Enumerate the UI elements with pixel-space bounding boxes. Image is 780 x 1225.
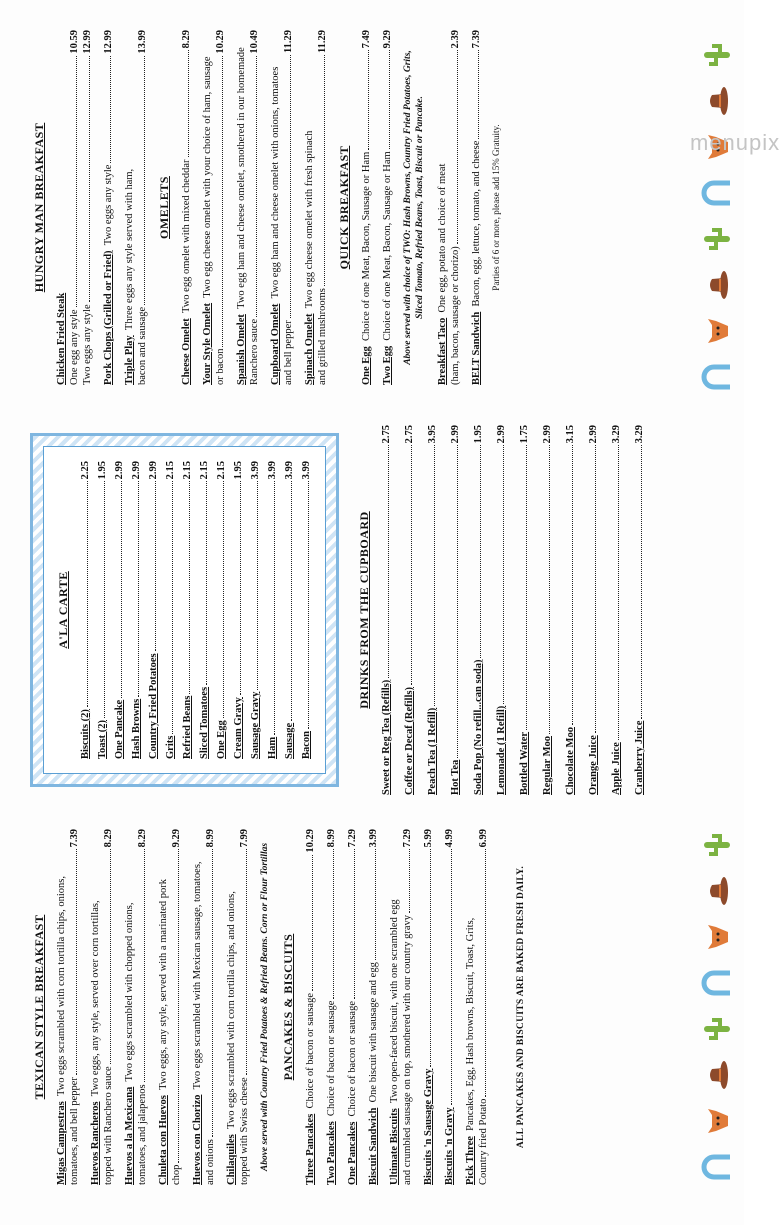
cowboy-hat-icon <box>710 1061 728 1089</box>
cactus-icon <box>704 230 730 248</box>
menu-item <box>304 829 317 1185</box>
item-desc: Ranchero sauce <box>249 318 260 385</box>
item-desc: Pancakes, Egg, Hash browns, Biscuit, Toast, Grits, <box>465 917 476 1131</box>
alacarte-title: A'LA CARTE <box>56 571 70 649</box>
item-desc: and grilled mushrooms <box>317 288 328 385</box>
menu-item <box>470 30 483 385</box>
item-name: Huevos Rancheros <box>90 1101 101 1185</box>
item-name: One Egg <box>361 346 372 385</box>
menu-item <box>422 829 435 1185</box>
pancakes-footer: ALL PANCAKES AND BISCUITS ARE BAKED FRESH DAILY. <box>516 865 526 1149</box>
horseshoe-icon <box>704 1157 730 1177</box>
item-name: Grits <box>165 735 176 759</box>
item-name: Soda Pop (No refill...can soda) <box>473 659 484 795</box>
item-desc: tomatoes, and bell pepper <box>69 1077 80 1185</box>
item-price: 2.99 <box>496 425 507 444</box>
item-price: 1.95 <box>97 461 108 480</box>
item-price: 2.15 <box>182 461 193 480</box>
item-name: Cheese Omelet <box>181 318 192 385</box>
item-name: Spanish Omelet <box>236 314 247 385</box>
item-desc: Two egg ham and cheese omelet, smothered in our homemade <box>236 47 247 309</box>
item-desc: Two egg cheese omelet with your choice of ham, sausage <box>202 56 213 298</box>
menu-item <box>266 461 279 759</box>
item-desc: Two egg omelet with mixed cheddar <box>181 159 192 313</box>
item-price: 4.99 <box>444 829 455 848</box>
item-name: Your Style Omelet <box>202 302 213 385</box>
item-desc: One egg any style <box>69 309 80 385</box>
menu-item <box>130 461 143 759</box>
menu-item <box>541 425 554 795</box>
item-price: 3.99 <box>368 829 379 848</box>
texican-title: TEXICAN STYLE BREAKFAST <box>32 914 46 1100</box>
menu-item <box>300 461 313 759</box>
item-price: 2.75 <box>381 425 392 444</box>
item-desc: Two egg ham and cheese omelet with onions, tomatoes <box>270 66 281 299</box>
menu-item <box>102 30 115 385</box>
middle-panel <box>0 405 744 815</box>
item-desc: topped with Swiss cheese <box>239 1077 250 1185</box>
menu-item <box>426 425 439 795</box>
item-price: 7.39 <box>471 30 482 49</box>
item-name: Chuleta con Huevos <box>158 1095 169 1185</box>
item-name: One Pancakes <box>347 1121 358 1185</box>
menu-item <box>269 30 295 385</box>
item-price: 9.29 <box>382 30 393 49</box>
menu-item <box>89 829 115 1185</box>
item-desc: or bacon <box>215 348 226 385</box>
menu-item <box>249 461 262 759</box>
item-price: 8.99 <box>326 829 337 848</box>
item-name: Huevos a la Mexicana <box>124 1086 135 1185</box>
item-name: Orange Juice <box>588 735 599 795</box>
quick-note-line: Sliced Tomato, Refried Beans, Toast, Biscuit or Pancake. <box>415 96 425 319</box>
item-name: Ham <box>267 736 278 759</box>
menu-item <box>55 829 81 1185</box>
menu-item <box>518 425 531 795</box>
item-price: 8.29 <box>137 829 148 848</box>
menu-item <box>436 30 462 385</box>
item-name: Pork Chops (Grilled or Fried) <box>103 250 114 385</box>
item-desc: Two eggs scrambled with corn tortilla chips, onions, <box>56 876 67 1097</box>
item-price: 3.29 <box>611 425 622 444</box>
item-price: 2.99 <box>450 425 461 444</box>
menu-item <box>633 425 646 795</box>
menu-item <box>587 425 600 795</box>
item-name: Country Fried Potatoes <box>148 653 159 759</box>
menu-item <box>113 461 126 759</box>
item-desc: Two eggs scrambled with corn tortilla chips, and onions, <box>226 891 237 1129</box>
menu-item <box>388 829 414 1185</box>
menu-item <box>232 461 245 759</box>
right-panel <box>0 0 744 405</box>
horseshoe-icon <box>704 973 730 993</box>
item-desc: Two eggs scrambled with Mexican sausage, tomatoes, <box>192 861 203 1090</box>
menu-item <box>564 425 577 795</box>
cactus-icon <box>704 46 730 64</box>
item-name: Pick Three <box>465 1136 476 1185</box>
menu-item <box>96 461 109 759</box>
item-name: Biscuits 'n Sausage Gravy <box>423 1068 434 1185</box>
menu-item <box>303 30 329 385</box>
horseshoe-icon <box>704 183 730 203</box>
menu-item <box>215 461 228 759</box>
item-price: 2.15 <box>165 461 176 480</box>
item-price: 3.99 <box>250 461 261 480</box>
icon-row-left <box>698 825 734 1185</box>
item-price: 7.29 <box>347 829 358 848</box>
item-name: Lemonade (1 Refill) <box>496 705 507 795</box>
item-name: Sausage Gravy <box>250 691 261 759</box>
item-price: 12.99 <box>82 30 93 54</box>
item-price: 7.39 <box>69 829 80 848</box>
item-price: 1.75 <box>519 425 530 444</box>
item-desc: and onions <box>205 1139 216 1185</box>
item-name: One Pancake <box>114 699 125 759</box>
item-desc: and crumbled sausage on top, smothered with our country gravy <box>402 914 413 1185</box>
item-name: Chocolate Moo <box>565 727 576 795</box>
item-price: 2.99 <box>542 425 553 444</box>
bull-head-icon <box>708 1109 728 1133</box>
menu-item <box>180 30 193 385</box>
item-price: 2.99 <box>114 461 125 480</box>
menu-item <box>157 829 183 1185</box>
alacarte-inner <box>43 446 326 774</box>
watermark: menupix <box>690 130 780 155</box>
item-price: 3.29 <box>634 425 645 444</box>
menu-item <box>360 30 373 385</box>
bull-head-icon <box>708 925 728 949</box>
item-price: 13.99 <box>137 30 148 54</box>
item-name: BELT Sandwich <box>471 311 482 385</box>
gratuity-note: Parties of 6 or more, please add 15% Gratuity. <box>491 124 501 291</box>
item-name: Two Egg <box>382 345 393 385</box>
menu-item <box>380 425 393 795</box>
item-name: Two Pancakes <box>326 1121 337 1185</box>
item-name: Ultimate Biscuits <box>389 1108 400 1185</box>
item-desc: Two eggs any style <box>103 164 114 246</box>
item-price: 8.29 <box>181 30 192 49</box>
item-desc: One biscuit with sausage and egg <box>368 962 379 1103</box>
item-name: Chicken Fried Steak <box>56 292 67 385</box>
quick-note-line: Above served with choice of TWO: Hash Browns, Country Fried Potatoes, Grits, <box>403 50 413 365</box>
menu-item <box>443 829 456 1185</box>
item-desc: Two eggs scrambled with chopped onions, <box>124 902 135 1082</box>
item-name: Cream Gravy <box>233 697 244 759</box>
item-price: 8.99 <box>205 829 216 848</box>
menu-item <box>55 30 94 385</box>
item-price: 2.99 <box>131 461 142 480</box>
item-name: Three Pancakes <box>305 1113 316 1185</box>
item-price: 3.99 <box>301 461 312 480</box>
item-name: Migas Campestras <box>56 1101 67 1185</box>
cowboy-hat-icon <box>710 877 728 905</box>
item-name: Triple Play <box>124 335 135 385</box>
quick-title: QUICK BREAKFAST <box>337 145 351 270</box>
item-name: Cranberry Juice <box>634 720 645 795</box>
item-name: Coffee or Decaf (Refills) <box>404 687 415 795</box>
item-desc: Two eggs, any style, served over corn tortillas, <box>90 900 101 1097</box>
menu-item <box>381 30 394 385</box>
item-name: Peach Tea (1 Refill) <box>427 707 438 795</box>
item-name: Cupboard Omelet <box>270 303 281 385</box>
item-price: 6.99 <box>478 829 489 848</box>
item-price: 12.99 <box>103 30 114 54</box>
item-name: One Egg <box>216 720 227 759</box>
horseshoe-icon <box>704 367 730 387</box>
texican-note: Above served with Country Fried Potatoes & Refried Beans. Corn or Flour Tortillas <box>260 842 270 1172</box>
cowboy-hat-icon <box>710 87 728 115</box>
item-name: Biscuit Sandwich <box>368 1107 379 1185</box>
item-desc: Two open-faced biscuit, with one scrambled egg <box>389 899 400 1104</box>
menu-item <box>464 829 490 1185</box>
left-panel <box>0 815 744 1225</box>
item-price: 10.59 <box>69 30 80 54</box>
item-name: Refried Beans <box>182 695 193 759</box>
menu-item <box>495 425 508 795</box>
menu-item <box>181 461 194 759</box>
menu-item <box>201 30 227 385</box>
item-price: 10.29 <box>215 30 226 54</box>
item-desc: bacon and sausage <box>137 306 148 385</box>
menu-item <box>235 30 261 385</box>
item-name: Biscuits 'n Gravy <box>444 1107 455 1185</box>
alacarte-box <box>30 433 339 787</box>
item-price: 7.49 <box>361 30 372 49</box>
drinks-section <box>357 425 646 795</box>
item-desc: Choice of bacon or sausage <box>305 993 316 1109</box>
item-name: Hot Tea <box>450 759 461 795</box>
item-name: Biscuits (2) <box>80 709 91 759</box>
item-price: 10.29 <box>305 829 316 853</box>
pancakes-title: PANCAKES & BISCUITS <box>281 933 295 1081</box>
item-price: 11.29 <box>317 30 328 54</box>
menu-item <box>123 30 149 385</box>
bull-head-icon <box>708 319 728 343</box>
item-price: 2.99 <box>588 425 599 444</box>
item-price: 2.99 <box>148 461 159 480</box>
item-desc: Two eggs, any style, served with a marinated pork <box>158 878 169 1090</box>
item-desc: One egg, potato and choice of meat <box>437 163 448 313</box>
item-price: 2.15 <box>216 461 227 480</box>
item-price: 10.49 <box>249 30 260 54</box>
item-desc: Choice of bacon or sausage <box>347 1000 358 1117</box>
item-desc: Country fried Potato <box>478 1098 489 1185</box>
menu-item <box>403 425 416 795</box>
item-desc: Two eggs any style <box>82 304 93 385</box>
item-desc: tomatoes, and jalapenos <box>137 1084 148 1185</box>
item-desc: Two egg cheese omelet with fresh spinach <box>304 130 315 309</box>
drinks-title: DRINKS FROM THE CUPBOARD <box>357 511 371 709</box>
item-price: 5.99 <box>423 829 434 848</box>
menu-item <box>225 829 251 1185</box>
item-price: 3.99 <box>284 461 295 480</box>
menu-item <box>164 461 177 759</box>
hungry-title: HUNGRY MAN BREAKFAST <box>32 122 46 293</box>
item-price: 7.29 <box>402 829 413 848</box>
item-desc: Choice of one Meat, Bacon, Sausage or Ham <box>382 151 393 341</box>
menu-item <box>325 829 338 1185</box>
item-desc: (ham, bacon, sausage or chorizo) <box>450 246 461 385</box>
item-name: Sweet or Reg Tea (Refills) <box>381 679 392 795</box>
item-desc: topped with Ranchero sauce <box>103 1066 114 1185</box>
item-name: Bacon <box>301 730 312 759</box>
item-price: 11.29 <box>283 30 294 54</box>
cactus-icon <box>704 836 730 854</box>
item-desc: and bell pepper <box>283 320 294 385</box>
item-name: Apple Juice <box>611 742 622 795</box>
item-name: Breakfast Taco <box>437 317 448 385</box>
item-name: Bottled Water <box>519 731 530 795</box>
item-price: 9.29 <box>171 829 182 848</box>
item-price: 2.25 <box>80 461 91 480</box>
item-name: Regular Moo <box>542 735 553 795</box>
menu-item <box>346 829 359 1185</box>
item-price: 2.39 <box>450 30 461 49</box>
item-name: Toast (2) <box>97 720 108 759</box>
item-name: Chilaquiles <box>226 1134 237 1185</box>
menu-item <box>147 461 160 759</box>
item-desc: Choice of bacon or sausage <box>326 1000 337 1117</box>
item-price: 8.29 <box>103 829 114 848</box>
menu-item <box>472 425 485 795</box>
item-price: 1.95 <box>473 425 484 444</box>
item-name: Hash Browns <box>131 698 142 759</box>
item-price: 2.75 <box>404 425 415 444</box>
menu-item <box>79 461 92 759</box>
item-desc: Three eggs any style served with ham, <box>124 168 135 331</box>
cactus-icon <box>704 1020 730 1038</box>
item-name: Sliced Tomatoes <box>199 686 210 759</box>
item-price: 3.99 <box>267 461 278 480</box>
menu-item <box>123 829 149 1185</box>
item-price: 3.15 <box>565 425 576 444</box>
menu-item <box>610 425 623 795</box>
menu-item <box>449 425 462 795</box>
menu-item <box>283 461 296 759</box>
item-desc: chop <box>171 1164 182 1185</box>
item-name: Spinach Omelet <box>304 313 315 385</box>
icon-row-right <box>698 35 734 395</box>
item-desc: Choice of one Meat, Bacon, Sausage or Ham <box>361 151 372 341</box>
item-price: 2.15 <box>199 461 210 480</box>
item-price: 3.95 <box>427 425 438 444</box>
item-name: Sausage <box>284 722 295 759</box>
omelets-title: OMELETS <box>157 176 171 239</box>
menu-item <box>367 829 380 1185</box>
menu-item <box>198 461 211 759</box>
menu-item <box>191 829 217 1185</box>
item-name: Huevos con Chorizo <box>192 1094 203 1185</box>
item-price: 1.95 <box>233 461 244 480</box>
item-price: 7.99 <box>239 829 250 848</box>
quick-note <box>402 30 426 385</box>
item-desc: Bacon, egg, lettuce, tomato, and cheese <box>471 140 482 307</box>
cowboy-hat-icon <box>710 271 728 299</box>
